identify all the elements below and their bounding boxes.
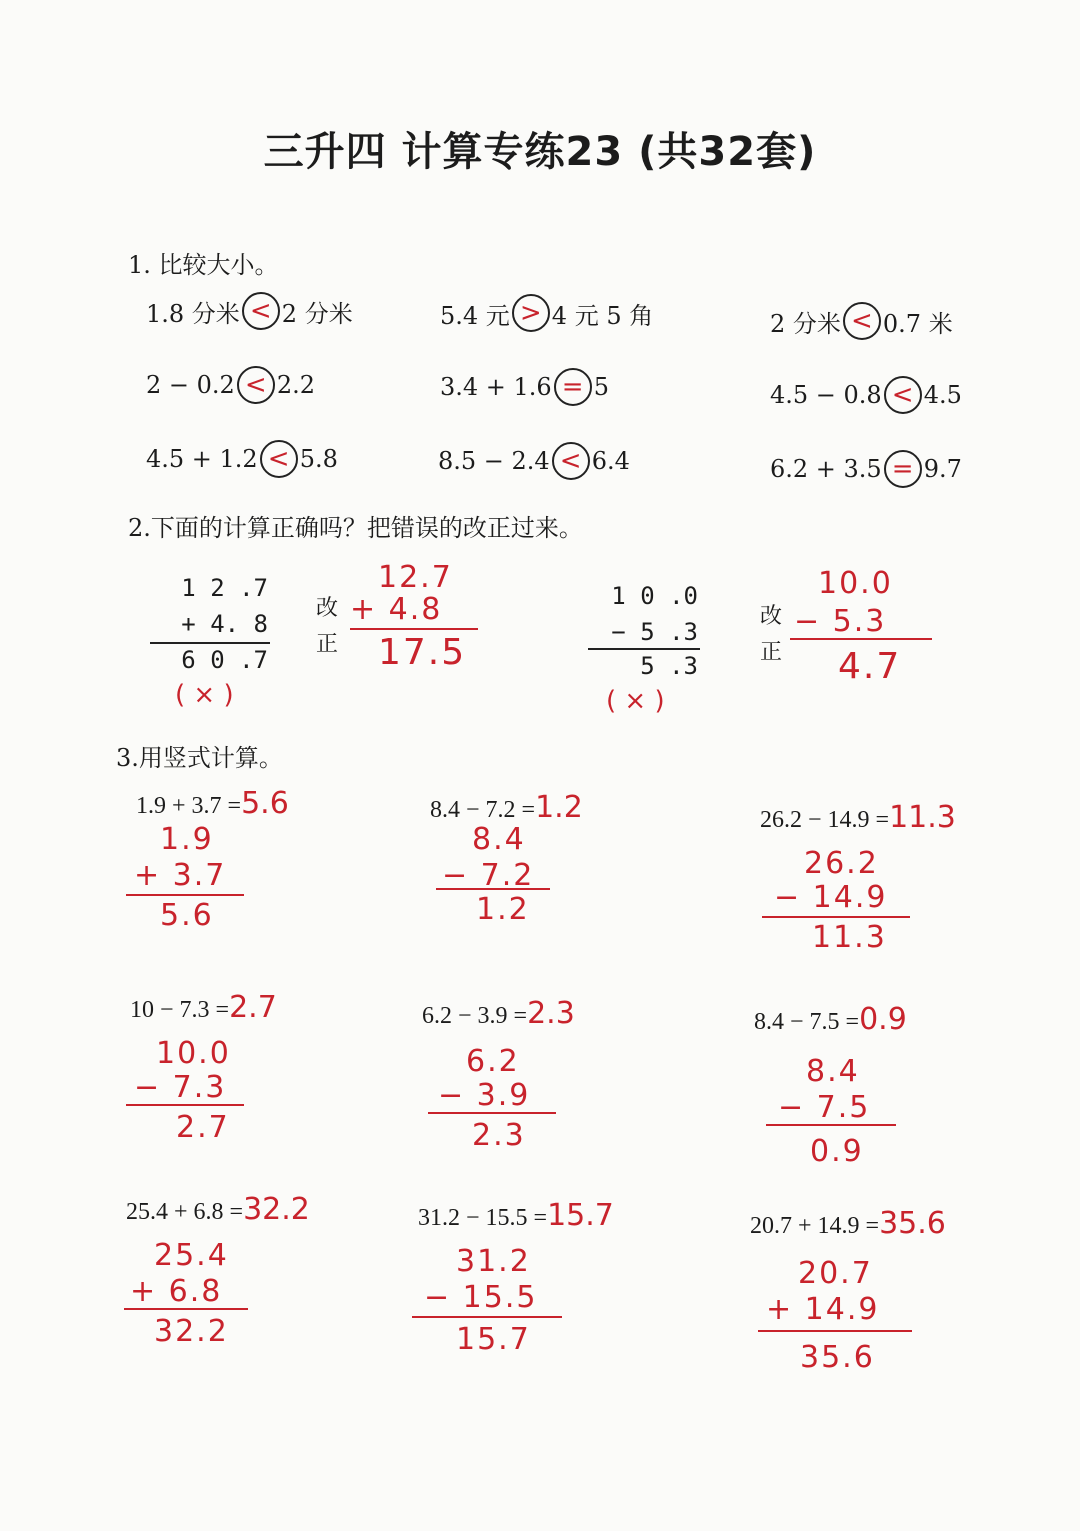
vert-result: 11.3 — [812, 920, 887, 955]
compare-sign: = — [884, 450, 922, 488]
fix-result: 4.7 — [838, 646, 902, 687]
fix-line2: − 5.3 — [794, 604, 887, 639]
x-mark: ( × ) — [175, 680, 234, 710]
vert-rule — [126, 894, 244, 896]
fix-line1: 10.0 — [818, 566, 893, 601]
expression-text: 31.2 − 15.5 = — [418, 1205, 548, 1231]
compare-sign: = — [554, 368, 592, 406]
compare-left: 2 − 0.2 — [146, 371, 235, 399]
compare-right: 5.8 — [299, 445, 338, 473]
compare-sign: < — [552, 442, 590, 480]
vert-result: 5.6 — [160, 898, 214, 933]
compare-item — [146, 366, 315, 404]
compare-left: 3.4 + 1.6 — [440, 373, 552, 401]
fix-rule — [790, 638, 932, 640]
compare-sign: < — [884, 376, 922, 414]
compare-left: 2 分米 — [770, 309, 841, 338]
vert-b: − 7.5 — [778, 1090, 871, 1125]
compare-sign: < — [260, 440, 298, 478]
correction-label: 改 — [316, 596, 339, 621]
wrong-mark — [606, 686, 665, 716]
vert-b: − 14.9 — [774, 880, 888, 915]
expression — [422, 996, 575, 1031]
vertical-line2: + 4. 8 — [181, 610, 268, 638]
vert-rule — [762, 916, 910, 918]
compare-right: 6.4 — [591, 447, 630, 475]
vert-rule — [766, 1124, 896, 1126]
vertical-result: 6 0 .7 — [181, 646, 268, 674]
compare-item — [770, 376, 962, 414]
expression-text: 26.2 − 14.9 = — [760, 807, 890, 833]
vert-result: 1.2 — [476, 892, 530, 927]
compare-item — [770, 302, 953, 340]
section1-heading: 1. 比较大小。 — [128, 251, 279, 279]
answer: 2.7 — [229, 990, 277, 1025]
vertical-line2: − 5 .3 — [611, 618, 698, 646]
vert-b: − 3.9 — [438, 1078, 531, 1113]
expression-text: 25.4 + 6.8 = — [126, 1199, 244, 1225]
vert-rule — [428, 1112, 556, 1114]
compare-right: 2.2 — [276, 371, 315, 399]
expression-text: 8.4 − 7.5 = — [754, 1009, 860, 1035]
compare-left: 1.8 分米 — [146, 299, 240, 328]
correction-label: 正 — [760, 640, 783, 665]
vert-a: 8.4 — [806, 1054, 860, 1089]
compare-right: 0.7 米 — [882, 309, 953, 338]
vert-b: − 7.2 — [442, 858, 535, 893]
compare-item — [770, 450, 962, 488]
fix-line1: 12.7 — [378, 560, 453, 595]
expression-text: 20.7 + 14.9 = — [750, 1213, 880, 1239]
vert-result: 2.3 — [472, 1118, 526, 1153]
vert-a: 1.9 — [160, 822, 214, 857]
answer: 15.7 — [547, 1198, 614, 1233]
vertical-line1: 1 0 .0 — [611, 582, 698, 610]
vert-rule — [126, 1104, 244, 1106]
correction-label: 正 — [316, 632, 339, 657]
expression — [130, 990, 277, 1025]
expression — [136, 786, 289, 821]
fix-line2: + 4.8 — [350, 592, 443, 627]
expression-text: 1.9 + 3.7 = — [136, 793, 242, 819]
vert-a: 26.2 — [804, 846, 879, 881]
vert-rule — [758, 1330, 912, 1332]
expression — [430, 790, 583, 825]
expression-text: 10 − 7.3 = — [130, 997, 230, 1023]
compare-right: 9.7 — [923, 455, 962, 483]
expression — [754, 1002, 907, 1037]
compare-item — [440, 294, 653, 332]
compare-left: 4.5 − 0.8 — [770, 381, 882, 409]
expression — [750, 1206, 946, 1241]
compare-sign: > — [512, 294, 550, 332]
compare-right: 4 元 5 角 — [551, 301, 654, 330]
section3-heading: 3.用竖式计算。 — [116, 744, 283, 772]
answer: 11.3 — [889, 800, 956, 835]
compare-left: 4.5 + 1.2 — [146, 445, 258, 473]
compare-sign: < — [843, 302, 881, 340]
answer: 5.6 — [241, 786, 289, 821]
vert-b: + 3.7 — [134, 858, 227, 893]
answer: 0.9 — [859, 1002, 907, 1037]
compare-item — [146, 292, 353, 330]
vert-rule — [436, 888, 550, 890]
expression — [760, 800, 956, 835]
vert-result: 0.9 — [810, 1134, 864, 1169]
vert-rule — [412, 1316, 562, 1318]
section2-heading: 2.下面的计算正确吗？把错误的改正过来。 — [128, 514, 583, 542]
compare-item — [438, 442, 630, 480]
wrong-mark — [175, 680, 234, 710]
vert-b: + 14.9 — [766, 1292, 880, 1327]
compare-item — [146, 440, 338, 478]
vertical-result: 5 .3 — [640, 652, 698, 680]
compare-right: 2 分米 — [281, 299, 353, 328]
compare-right: 4.5 — [923, 381, 962, 409]
vert-b: + 6.8 — [130, 1274, 223, 1309]
compare-left: 6.2 + 3.5 — [770, 455, 882, 483]
vert-a: 10.0 — [156, 1036, 231, 1071]
vert-b: − 7.3 — [134, 1070, 227, 1105]
vert-result: 2.7 — [176, 1110, 230, 1145]
expression — [418, 1198, 614, 1233]
expression-text: 8.4 − 7.2 = — [430, 797, 536, 823]
answer: 2.3 — [527, 996, 575, 1031]
vert-rule — [124, 1308, 248, 1310]
compare-left: 8.5 − 2.4 — [438, 447, 550, 475]
vert-a: 20.7 — [798, 1256, 873, 1291]
vert-result: 15.7 — [456, 1322, 531, 1357]
sum-rule — [150, 642, 270, 644]
vertical-line1: 1 2 .7 — [181, 574, 268, 602]
fix-result: 17.5 — [378, 632, 467, 673]
compare-item — [440, 368, 609, 406]
fix-rule — [350, 628, 478, 630]
vert-a: 25.4 — [154, 1238, 229, 1273]
sum-rule — [588, 648, 700, 650]
vert-b: − 15.5 — [424, 1280, 538, 1315]
vert-result: 35.6 — [800, 1340, 875, 1375]
compare-sign: < — [242, 292, 280, 330]
expression — [126, 1192, 310, 1227]
compare-left: 5.4 元 — [440, 301, 510, 330]
page-title: 三升四 计算专练23 (共32套) — [263, 129, 817, 175]
answer: 1.2 — [535, 790, 583, 825]
answer: 32.2 — [243, 1192, 310, 1227]
compare-right: 5 — [593, 373, 609, 401]
correction-label: 改 — [760, 604, 783, 629]
vert-a: 31.2 — [456, 1244, 531, 1279]
vert-a: 8.4 — [472, 822, 526, 857]
x-mark: ( × ) — [606, 686, 665, 716]
compare-sign: < — [237, 366, 275, 404]
answer: 35.6 — [879, 1206, 946, 1241]
vert-result: 32.2 — [154, 1314, 229, 1349]
expression-text: 6.2 − 3.9 = — [422, 1003, 528, 1029]
vert-a: 6.2 — [466, 1044, 520, 1079]
